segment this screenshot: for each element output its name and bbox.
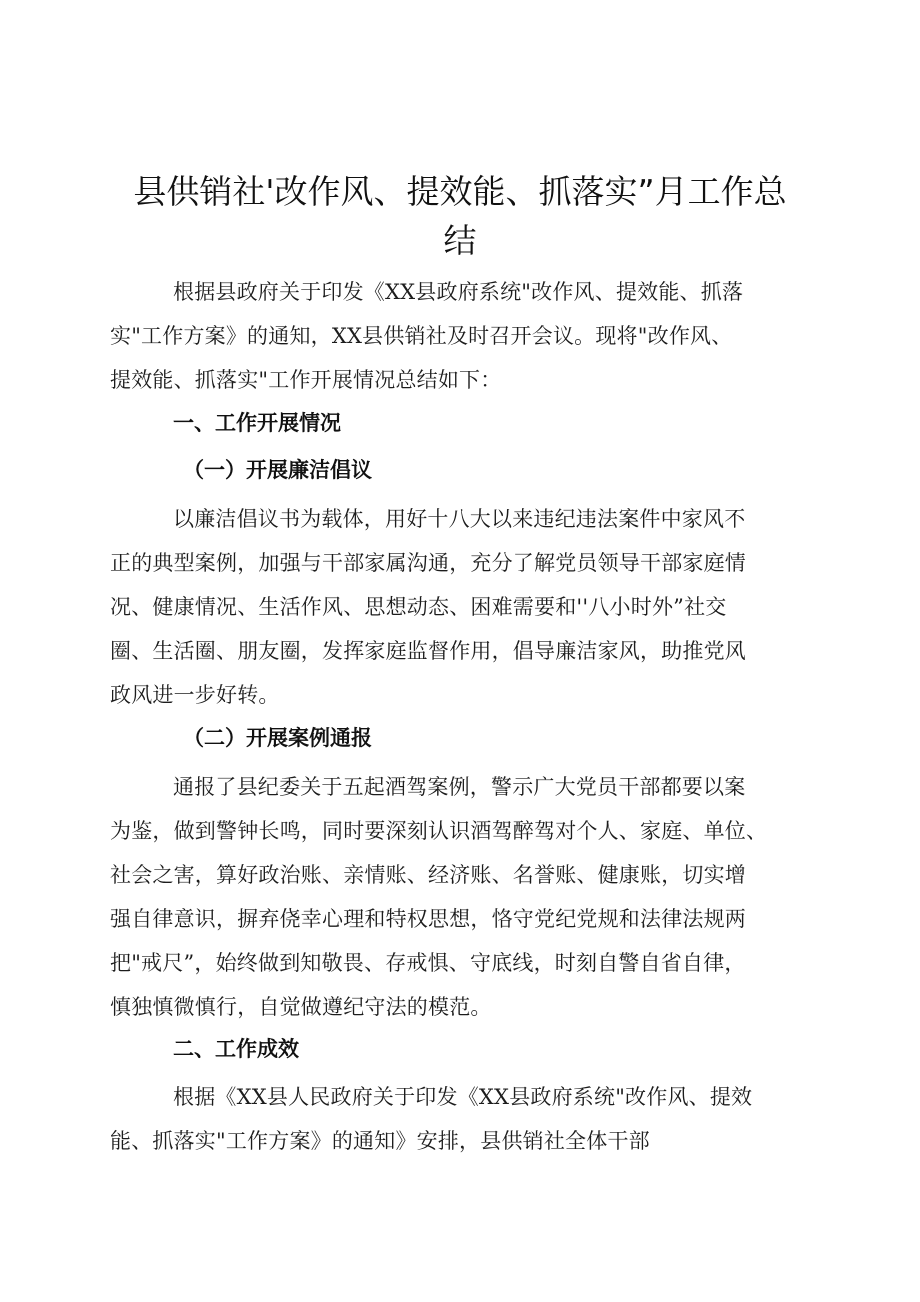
sub1-line-2: 正的典型案例，加强与干部家属沟通，充分了解党员领导干部家庭情 [110,551,746,575]
subsection-1-heading: （一）开展廉洁倡议 [183,458,372,482]
section-1-heading: 一、工作开展情况 [173,411,341,435]
sub1-line-5: 政风进一步好转。 [110,683,280,707]
sub2-line-3: 社会之害，算好政治账、亲情账、经济账、名誉账、健康账，切实增 [110,863,746,887]
sub2-line-5: 把"戒尺”，始终做到知敬畏、存戒惧、守底线，时刻自警自省自律， [110,951,746,975]
section2-line-2: 能、抓落实"工作方案》的通知》安排，县供销社全体干部 [110,1129,650,1153]
subsection-2-heading: （二）开展案例通报 [183,726,372,750]
intro-line-3: 提效能、抓落实"工作开展情况总结如下： [110,368,502,392]
sub1-line-3: 况、健康情况、生活作风、思想动态、困难需要和''八小时外”社交 [110,595,727,619]
document-title-line-1: 县供销社'改作风、提效能、抓落实”月工作总 [133,172,787,211]
intro-line-2: 实"工作方案》的通知，XX县供销社及时召开会议。现将"改作风、 [110,324,733,348]
sub1-line-4: 圈、生活圈、朋友圈，发挥家庭监督作用，倡导廉洁家风，助推党风 [110,639,746,663]
sub2-line-6: 慎独慎微慎行，自觉做遵纪守法的模范。 [110,995,492,1019]
sub2-line-4: 强自律意识，摒弃侥幸心理和特权思想，恪守党纪党规和法律法规两 [110,907,746,931]
sub2-line-2: 为鉴，做到警钟长鸣，同时要深刻认识酒驾醉驾对个人、家庭、单位、 [110,819,768,843]
sub2-line-1: 通报了县纪委关于五起酒驾案例，警示广大党员干部都要以案 [173,775,746,799]
section2-line-1: 根据《XX县人民政府关于印发《XX县政府系统"改作风、提效 [173,1085,753,1109]
intro-line-1: 根据县政府关于印发《XX县政府系统"改作风、提效能、抓落 [173,280,744,304]
section-2-heading: 二、工作成效 [173,1037,299,1061]
document-title-line-2: 结 [443,221,477,260]
sub1-line-1: 以廉洁倡议书为载体，用好十八大以来违纪违法案件中家风不 [173,507,746,531]
